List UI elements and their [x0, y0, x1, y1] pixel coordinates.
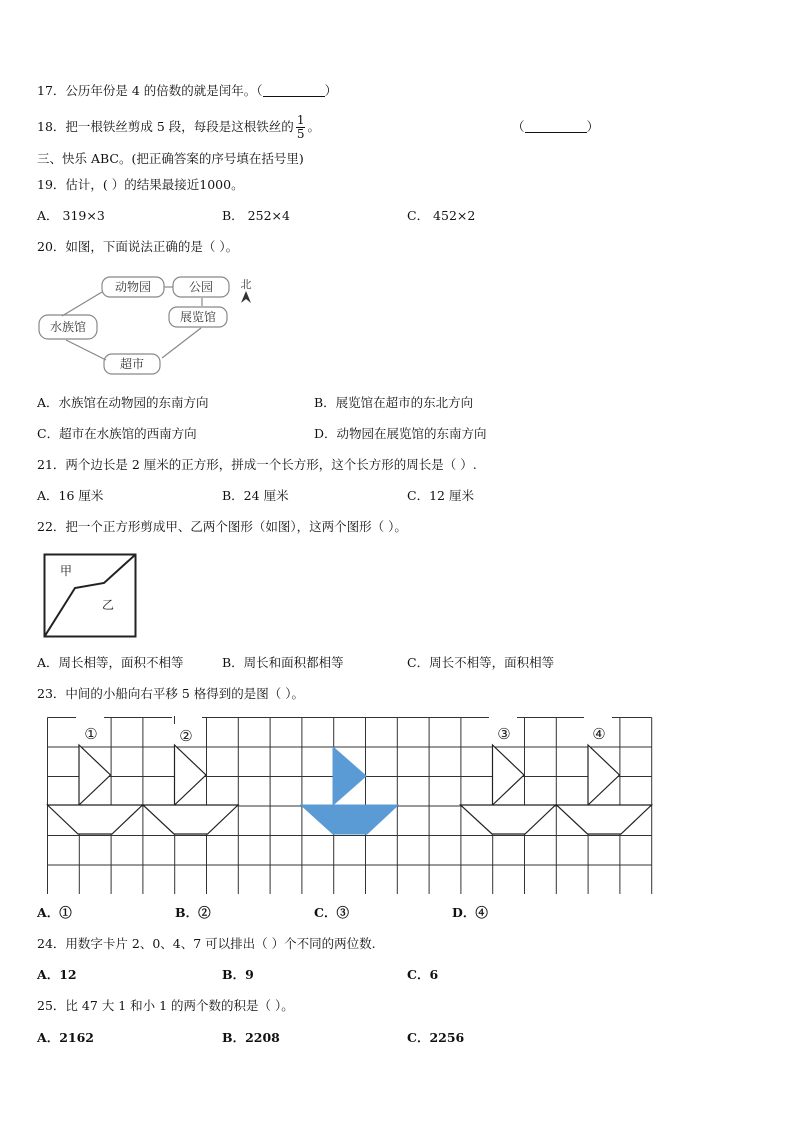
map-label-exhibition: 展览馆: [179, 310, 217, 324]
q22-option-b[interactable]: B．周长和面积都相等: [222, 655, 344, 670]
q23-option-b[interactable]: B．②: [175, 905, 211, 920]
boat-1-sail: [79, 745, 111, 805]
q23-option-d[interactable]: D．④: [452, 905, 488, 920]
boat-4-hull: [557, 805, 652, 834]
boat-3-hull: [461, 805, 556, 834]
boat-4: [557, 745, 652, 834]
q25-option-a[interactable]: A．2162: [37, 1030, 94, 1045]
boat-label-4: ④: [592, 725, 606, 743]
boat-1-hull: [48, 805, 143, 834]
q20-option-b[interactable]: B．展览馆在超市的东北方向: [314, 395, 474, 410]
middle-boat-sail: [333, 747, 366, 805]
boat-label-2: ②: [179, 727, 193, 745]
question-21-stem: 21．两个边长是 2 厘米的正方形，拼成一个长方形，这个长方形的周长是（ ）.: [37, 457, 477, 472]
cut-line: [45, 555, 136, 637]
boat-label-3: ③: [497, 725, 511, 743]
question-18-text: 18．把一根铁丝剪成 5 段，每段是这根铁丝的: [37, 119, 294, 134]
fraction-one-fifth: $\frac{1}{5}$: [296, 113, 305, 141]
boat-translation-grid: [46, 716, 656, 894]
boat-4-sail: [588, 745, 620, 805]
north-arrow-icon: [241, 291, 251, 303]
middle-boat-filled: [301, 747, 398, 834]
map-link-aquarium-zoo: [62, 292, 102, 316]
boat-3: [461, 745, 556, 834]
north-label: 北: [240, 278, 252, 291]
question-23-stem: 23．中间的小船向右平移 5 格得到的是图（ ）。: [37, 686, 305, 701]
q24-option-c[interactable]: C．6: [407, 967, 439, 982]
map-label-zoo: 动物园: [114, 280, 152, 294]
answer-blank-18[interactable]: [525, 120, 587, 133]
map-link-aquarium-supermarket: [66, 340, 106, 360]
direction-map-diagram: [36, 270, 266, 382]
q21-option-a[interactable]: A．16 厘米: [37, 488, 104, 503]
question-24-stem: 24．用数字卡片 2、0、4、7 可以排出（ ）个不同的两位数.: [37, 936, 376, 951]
q19-option-a[interactable]: A． 319×3: [37, 208, 105, 223]
q20-option-c[interactable]: C．超市在水族馆的西南方向: [37, 426, 197, 441]
question-19-stem: 19．估计，( ）的结果最接近1000。: [37, 177, 244, 192]
label-yi: 乙: [102, 598, 115, 612]
q21-option-b[interactable]: B．24 厘米: [222, 488, 289, 503]
answer-blank-17[interactable]: [263, 84, 325, 97]
q20-option-a[interactable]: A．水族馆在动物园的东南方向: [37, 395, 209, 410]
boat-2-sail: [175, 745, 207, 805]
question-22-stem: 22．把一个正方形剪成甲、乙两个图形（如图），这两个图形（ ）。: [37, 519, 407, 534]
answer-18: （ ）: [512, 119, 600, 134]
map-label-supermarket: 超市: [119, 357, 145, 371]
question-25-stem: 25．比 47 大 1 和小 1 的两个数的积是（ ）。: [37, 998, 294, 1013]
q23-option-c[interactable]: C．③: [314, 905, 349, 920]
q24-option-b[interactable]: B．9: [222, 967, 254, 982]
middle-boat-hull: [301, 805, 398, 834]
question-17: 17．公历年份是 4 的倍数的就是闰年。（ ）: [37, 83, 338, 98]
map-label-aquarium: 水族馆: [49, 320, 87, 334]
question-17-text: 17．公历年份是 4 的倍数的就是闰年。（: [37, 83, 263, 98]
map-label-park: 公园: [188, 280, 214, 294]
label-jia: 甲: [60, 564, 73, 578]
section-3-title: 三、快乐 ABC。(把正确答案的序号填在括号里): [37, 151, 304, 166]
boat-1: [48, 745, 143, 834]
map-link-supermarket-exhibition: [162, 328, 201, 358]
boat-3-sail: [493, 745, 525, 805]
q22-option-a[interactable]: A．周长相等，面积不相等: [37, 655, 184, 670]
boat-2: [143, 745, 238, 834]
question-20-stem: 20．如图，下面说法正确的是（ ）。: [37, 239, 239, 254]
q21-option-c[interactable]: C．12 厘米: [407, 488, 474, 503]
boat-label-1: ①: [84, 725, 98, 743]
q25-option-c[interactable]: C．2256: [407, 1030, 465, 1045]
question-18: 18．把一根铁丝剪成 5 段，每段是这根铁丝的 $\frac{1}{5}$ 。: [37, 113, 320, 141]
q19-option-b[interactable]: B． 252×4: [222, 208, 290, 223]
q22-option-c[interactable]: C．周长不相等，面积相等: [407, 655, 555, 670]
q23-option-a[interactable]: A．①: [37, 905, 72, 920]
q20-option-d[interactable]: D．动物园在展览馆的东南方向: [314, 426, 487, 441]
q24-option-a[interactable]: A．12: [37, 967, 77, 982]
boat-2-hull: [143, 805, 238, 834]
q19-option-c[interactable]: C． 452×2: [407, 208, 476, 223]
q25-option-b[interactable]: B．2208: [222, 1030, 280, 1045]
cut-square-diagram: [42, 552, 140, 640]
